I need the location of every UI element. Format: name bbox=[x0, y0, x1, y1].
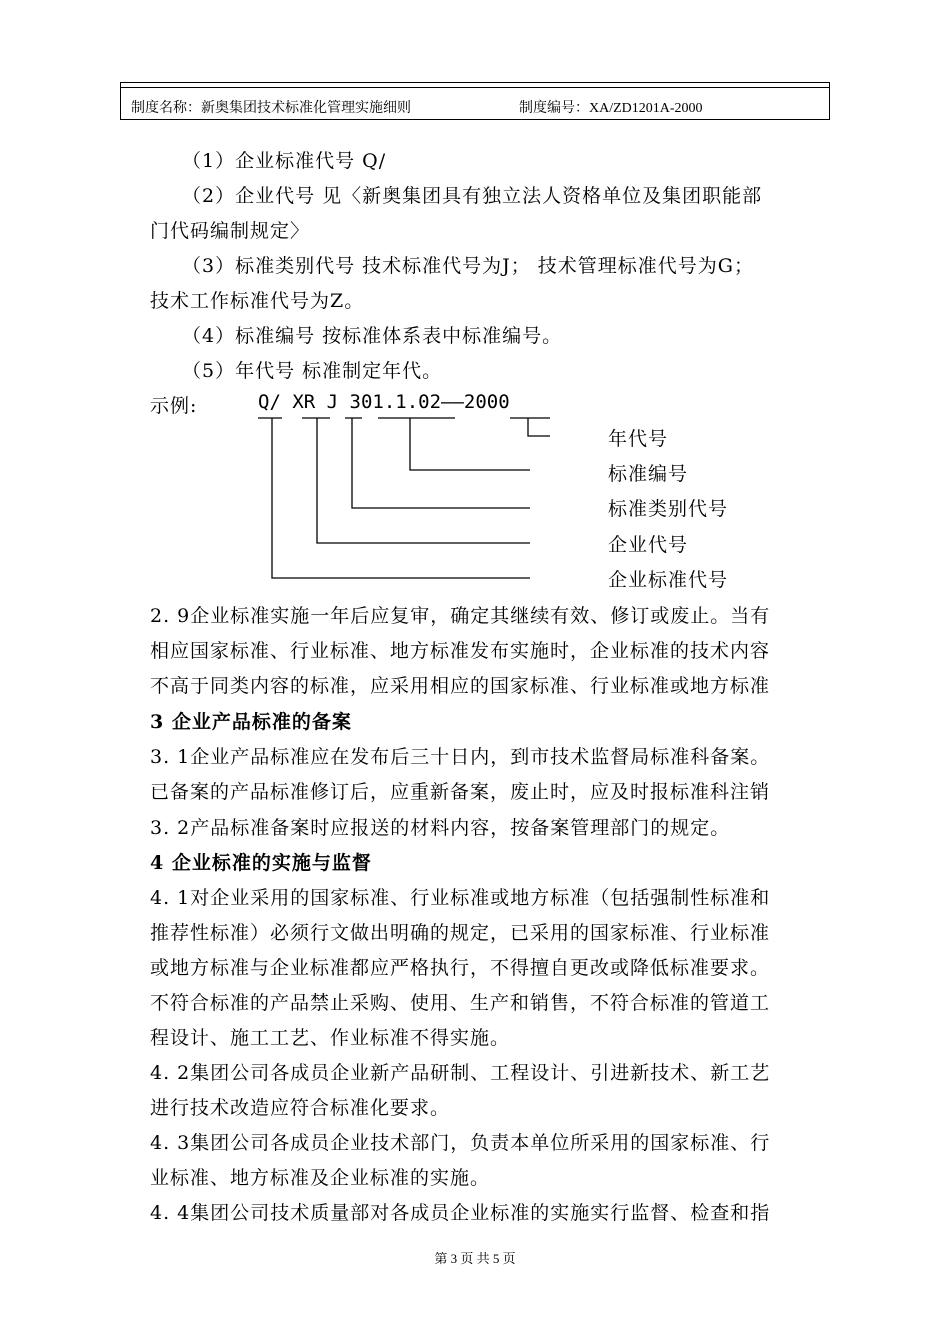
para-4-1-cont2: 或地方标准与企业标准都应严格执行，不得擅自更改或降低标准要求。 bbox=[150, 957, 771, 979]
example-code: Q/ XR J 301.1.02——2000 bbox=[258, 391, 510, 413]
para-4-3-cont: 业标准、地方标准及企业标准的实施。 bbox=[150, 1167, 491, 1189]
label-year-code: 年代号 bbox=[608, 428, 669, 450]
section-3-heading: 3 企业产品标准的备案 bbox=[150, 711, 352, 733]
connector-standard bbox=[272, 418, 530, 578]
section-4-heading: 4 企业标准的实施与监督 bbox=[150, 852, 372, 874]
para-3-1-cont: 已备案的产品标准修订后，应重新备案，废止时，应及时报标准科注销 bbox=[150, 781, 771, 803]
page-footer: 第 3 页 共 5 页 bbox=[434, 1251, 516, 1266]
para-4-3: 4. 3集团公司各成员企业技术部门，负责本单位所采用的国家标准、行 bbox=[150, 1132, 771, 1154]
item-3-continued: 技术工作标准代号为Z。 bbox=[150, 290, 365, 312]
para-3-2: 3. 2产品标准备案时应报送的材料内容，按备案管理部门的规定。 bbox=[150, 817, 731, 839]
label-enterprise-code: 企业代号 bbox=[608, 534, 689, 556]
connector-category bbox=[352, 418, 530, 508]
label-enterprise-standard-code: 企业标准代号 bbox=[608, 569, 729, 591]
para-4-4: 4. 4集团公司技术质量部对各成员企业标准的实施实行监督、检查和指 bbox=[150, 1202, 771, 1224]
document-name: 制度名称：新奥集团技术标准化管理实施细则 bbox=[131, 101, 411, 116]
connector-year bbox=[528, 418, 550, 436]
para-4-2: 4. 2集团公司各成员企业新产品研制、工程设计、引进新技术、新工艺 bbox=[150, 1062, 771, 1084]
para-4-2-cont: 进行技术改造应符合标准化要求。 bbox=[150, 1097, 451, 1119]
item-4: （4）标准编号 按标准体系表中标准编号。 bbox=[182, 325, 563, 347]
item-3: （3）标准类别代号 技术标准代号为J； 技术管理标准代号为G； bbox=[182, 255, 754, 277]
para-3-1: 3. 1企业产品标准应在发布后三十日内，到市技术监督局标准科备案。 bbox=[150, 746, 771, 768]
para-2-9: 2. 9企业标准实施一年后应复审，确定其继续有效、修订或废止。当有 bbox=[150, 605, 771, 627]
para-4-1-cont4: 程设计、施工工艺、作业标准不得实施。 bbox=[150, 1027, 511, 1049]
para-4-1-cont1: 推荐性标准）必须行文做出明确的规定，已采用的国家标准、行业标准 bbox=[150, 922, 771, 944]
item-2: （2）企业代号 见〈新奥集团具有独立法人资格单位及集团职能部 bbox=[182, 185, 763, 207]
connector-number bbox=[410, 418, 530, 470]
label-standard-number: 标准编号 bbox=[608, 463, 689, 485]
para-2-9-cont1: 相应国家标准、行业标准、地方标准发布实施时，企业标准的技术内容 bbox=[150, 640, 771, 662]
para-2-9-cont2: 不高于同类内容的标准，应采用相应的国家标准、行业标准或地方标准 bbox=[150, 675, 771, 697]
para-4-1-cont3: 不符合标准的产品禁止采购、使用、生产和销售，不符合标准的管道工 bbox=[150, 992, 771, 1014]
item-2-continued: 门代码编制规定〉 bbox=[150, 220, 311, 242]
item-1: （1）企业标准代号 Q/ bbox=[182, 150, 387, 172]
label-category-code: 标准类别代号 bbox=[608, 498, 729, 520]
para-4-1: 4. 1对企业采用的国家标准、行业标准或地方标准（包括强制性标准和 bbox=[150, 887, 771, 909]
item-5: （5）年代号 标准制定年代。 bbox=[182, 360, 443, 382]
example-label: 示例: bbox=[150, 395, 198, 417]
connector-enterprise bbox=[317, 418, 530, 543]
code-structure-diagram bbox=[0, 0, 950, 620]
document-number: 制度编号：XA/ZD1201A-2000 bbox=[519, 101, 703, 116]
